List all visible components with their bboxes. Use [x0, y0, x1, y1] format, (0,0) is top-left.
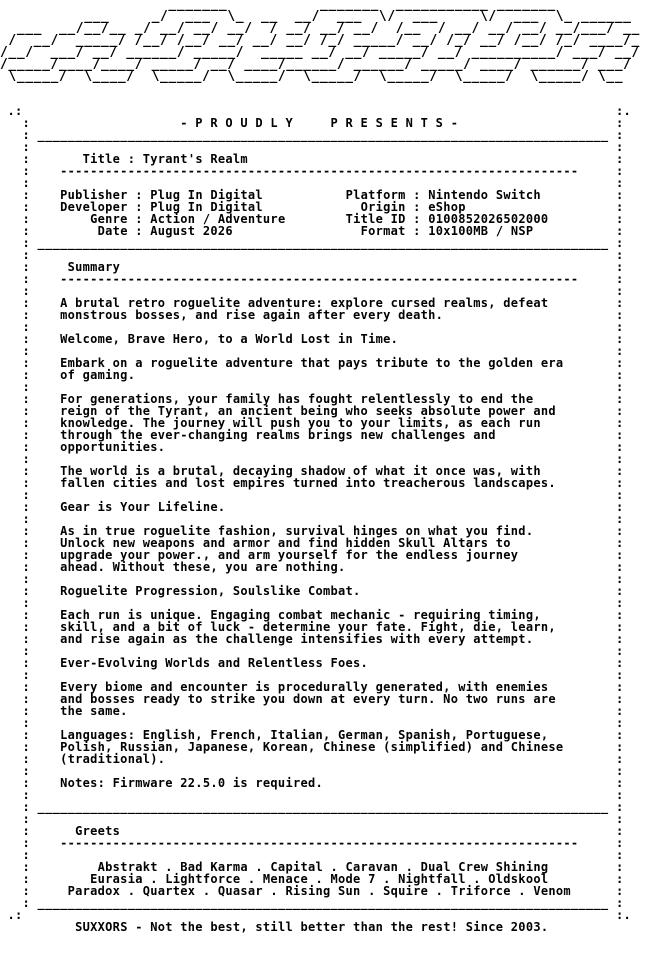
info-value: Nintendo Switch — [428, 188, 541, 202]
info-label: Title ID — [345, 212, 406, 226]
info-row: : Publisher : Plug In Digital Platform : Nintendo Switch : — [0, 188, 624, 202]
summary-text-line: opportunities. — [60, 440, 166, 454]
info-label: Genre — [90, 212, 128, 226]
summary-text-line: upgrade your power., and arm yourself for the endless journey — [60, 548, 519, 562]
info-value: 0100852026502000 — [428, 212, 549, 226]
summary-line: : and rise again as the challenge intensifies with every attempt. : — [0, 632, 624, 646]
summary-text-line: and rise again as the challenge intensifies with every attempt. — [60, 632, 534, 646]
summary-line: : Polish, Russian, Japanese, Korean, Chinese (simplified) and Chinese : — [0, 740, 624, 754]
info-label: Developer — [60, 200, 128, 214]
blank-line: : : — [0, 572, 624, 586]
summary-text-line: the same. — [60, 704, 128, 718]
summary-text-line: (traditional). — [60, 752, 166, 766]
title-value: Tyrant's Realm — [142, 152, 248, 166]
divider: : ____________________________________________________________________________ : — [0, 896, 624, 910]
logo-art-line: / __/ _____/ /__/ /__/ __/ __/ __/ /_/ _____/ __/ /_/ __/ /__/ /_/ ____/_ — [0, 33, 640, 48]
summary-text-line: through the ever-changing realms brings new challenges and — [60, 428, 496, 442]
info-label: Origin — [360, 200, 406, 214]
greets-list-line: Abstrakt . Bad Karma . Capital . Caravan . Dual Crew Shining — [97, 860, 549, 874]
summary-text-line: Welcome, Brave Hero, to a World Lost in Time. — [60, 332, 399, 346]
summary-text-line: Embark on a roguelite adventure that pays tribute to the golden era — [60, 356, 564, 370]
summary-line: : knowledge. The journey will push you to your limits, as each run : — [0, 416, 624, 430]
blank-line: : : — [0, 668, 624, 682]
summary-line: : reign of the Tyrant, an ancient being who seeks absolute power and : — [0, 404, 624, 418]
title-line: : Title : Tyrant's Realm : — [0, 152, 624, 166]
summary-line: : the same. : — [0, 704, 624, 718]
summary-text-line: knowledge. The journey will push you to your limits, as each run — [60, 416, 541, 430]
logo-art-line: ___ _/ ___ \_ __ __/ ___ \/ ___ \/ ___ \_ ______ — [0, 9, 632, 24]
blank-line: : : — [0, 452, 624, 466]
divider: : ____________________________________________________________________________ : — [0, 128, 624, 142]
blank-line: : : — [0, 596, 624, 610]
summary-line: : through the ever-changing realms brings new challenges and : — [0, 428, 624, 442]
footer-tagline: SUXXORS - Not the best, still better than the rest! Since 2003. — [75, 920, 549, 934]
greets-list-line: Eurasia . Lightforce . Menace . Mode 7 . Nightfall . Oldskool — [90, 872, 549, 886]
summary-text-line: Notes: Firmware 22.5.0 is required. — [60, 776, 323, 790]
summary-text-line: of gaming. — [60, 368, 136, 382]
summary-text-line: Polish, Russian, Japanese, Korean, Chinese (simplified) and Chinese — [60, 740, 564, 754]
blank-line: : : — [0, 140, 624, 154]
info-value: Plug In Digital — [150, 188, 263, 202]
info-row: : Date : August 2026 Format : 10x100MB / NSP : — [0, 224, 624, 238]
summary-line: : skill, and a bit of luck - determine your fate. Fight, die, learn, : — [0, 620, 624, 634]
divider: : ____________________________________________________________________________ : — [0, 236, 624, 250]
summary-text-line: As in true roguelite fashion, survival hinges on what you find. — [60, 524, 534, 538]
greets-list-line: Paradox . Quartex . Quasar . Rising Sun . Squire . Triforce . Venom — [67, 884, 571, 898]
blank-line: : : — [0, 380, 624, 394]
summary-line: : Embark on a roguelite adventure that pays tribute to the golden era : — [0, 356, 624, 370]
info-label: Format — [360, 224, 406, 238]
summary-line: : Gear is Your Lifeline. : — [0, 500, 624, 514]
summary-text-line: monstrous bosses, and rise again after every death. — [60, 308, 444, 322]
frame-bottom: .: :. — [0, 908, 631, 922]
summary-line: : fallen cities and lost empires turned into treacherous landscapes. : — [0, 476, 624, 490]
summary-text-line: The world is a brutal, decaying shadow of what it once was, with — [60, 464, 541, 478]
blank-line: : : — [0, 248, 624, 262]
summary-line: : For generations, your family has fought relentlessly to end the : — [0, 392, 624, 406]
blank-line: : : — [0, 512, 624, 526]
info-label: Date — [97, 224, 128, 238]
summary-text-line: reign of the Tyrant, an ancient being who seeks absolute power and — [60, 404, 556, 418]
summary-line: : Welcome, Brave Hero, to a World Lost in Time. : — [0, 332, 624, 346]
summary-text-line: A brutal retro roguelite adventure: explore cursed realms, defeat — [60, 296, 549, 310]
greets-heading-line: : Greets : — [0, 824, 624, 838]
summary-heading-line: : Summary : — [0, 260, 624, 274]
blank-line: : : — [0, 344, 624, 358]
logo-art-line: /_____/____/____/ _____/ __/ ____/______/ ______/ _____/ ____/ ______/ ___/ — [0, 57, 632, 72]
blank-line: : : — [0, 764, 624, 778]
summary-text-line: Each run is unique. Engaging combat mechanic - requiring timing, — [60, 608, 541, 622]
dash-rule: : --------------------------------------------------------------------- : — [0, 164, 624, 178]
blank-line: : : — [0, 320, 624, 334]
summary-text-line: Gear is Your Lifeline. — [60, 500, 226, 514]
summary-line: : As in true roguelite fashion, survival hinges on what you find. : — [0, 524, 624, 538]
divider: : ____________________________________________________________________________ : — [0, 800, 624, 814]
blank-line: : : — [0, 716, 624, 730]
info-value: Plug In Digital — [150, 200, 263, 214]
info-value: Action / Adventure — [150, 212, 286, 226]
blank-line: : : — [0, 848, 624, 862]
frame-top: .: :. — [0, 104, 631, 118]
summary-line: : opportunities. : — [0, 440, 624, 454]
blank-line: : : — [0, 644, 624, 658]
title-label: Title — [82, 152, 121, 166]
logo-art-line: ___ __/__/__ _/ __/ __/ __/ / __/ __/ __/ /__ / __/ __/ __/ __/___/ __ — [0, 21, 640, 36]
summary-line: : and bosses ready to strike you down at every turn. No two runs are : — [0, 692, 624, 706]
logo-art-line: \_____/ \____/ \_____/ \_____/ \_____/ \_____/ \_____/ \_____/ \__ — [0, 69, 624, 84]
summary-text-line: skill, and a bit of luck - determine your fate. Fight, die, learn, — [60, 620, 556, 634]
summary-line: : Ever-Evolving Worlds and Relentless Foes. : — [0, 656, 624, 670]
greets-line: : Abstrakt . Bad Karma . Capital . Caravan . Dual Crew Shining : — [0, 860, 624, 874]
summary-line: : Roguelite Progression, Soulslike Combat. : — [0, 584, 624, 598]
blank-line: : : — [0, 812, 624, 826]
summary-line: : of gaming. : — [0, 368, 624, 382]
info-value: eShop — [428, 200, 466, 214]
summary-line: : (traditional). : — [0, 752, 624, 766]
info-label: Platform — [345, 188, 406, 202]
blank-line: : : — [0, 788, 624, 802]
summary-line: : monstrous bosses, and rise again after every death. : — [0, 308, 624, 322]
dash-rule: : --------------------------------------------------------------------- : — [0, 272, 624, 286]
greets-line: : Eurasia . Lightforce . Menace . Mode 7 . Nightfall . Oldskool : — [0, 872, 624, 886]
info-label: Publisher — [60, 188, 128, 202]
proudly-presents: - P R O U D L Y P R E S E N T S - — [180, 116, 459, 130]
summary-heading: Summary — [67, 260, 121, 274]
summary-line: : Unlock new weapons and armor and find hidden Skull Altars to : — [0, 536, 624, 550]
info-row: : Developer : Plug In Digital Origin : eShop : — [0, 200, 624, 214]
summary-text-line: For generations, your family has fought relentlessly to end the — [60, 392, 534, 406]
nfo-document-frame — [0, 105, 648, 972]
footer-line — [0, 921, 648, 933]
dash-rule: : --------------------------------------------------------------------- : — [0, 836, 624, 850]
summary-line: : Every biome and encounter is procedurally generated, with enemies : — [0, 680, 624, 694]
info-value: 10x100MB / NSP — [428, 224, 534, 238]
group-logo-ascii-art — [0, 0, 648, 110]
presents-line: : - P R O U D L Y P R E S E N T S - : — [0, 116, 624, 130]
summary-text-line: fallen cities and lost empires turned into treacherous landscapes. — [60, 476, 556, 490]
summary-line: : ahead. Without these, you are nothing. : — [0, 560, 624, 574]
summary-text-line: ahead. Without these, you are nothing. — [60, 560, 346, 574]
logo-art-line: _______ _______ ___________ _______ — [0, 0, 556, 12]
info-value: August 2026 — [150, 224, 233, 238]
info-row: : Genre : Action / Adventure Title ID : 0100852026502000 : — [0, 212, 624, 226]
blank-line: : : — [0, 488, 624, 502]
greets-heading: Greets — [75, 824, 121, 838]
summary-text-line: Every biome and encounter is procedurally generated, with enemies — [60, 680, 549, 694]
summary-line: : The world is a brutal, decaying shadow of what it once was, with : — [0, 464, 624, 478]
summary-line: : upgrade your power., and arm yourself for the endless journey : — [0, 548, 624, 562]
summary-line: : A brutal retro roguelite adventure: explore cursed realms, defeat : — [0, 296, 624, 310]
summary-text-line: Languages: English, French, Italian, German, Spanish, Portuguese, — [60, 728, 549, 742]
greets-line: : Paradox . Quartex . Quasar . Rising Sun . Squire . Triforce . Venom : — [0, 884, 624, 898]
summary-line: : Notes: Firmware 22.5.0 is required. : — [0, 776, 624, 790]
summary-text-line: Unlock new weapons and armor and find hidden Skull Altars to — [60, 536, 511, 550]
summary-text-line: and bosses ready to strike you down at every turn. No two runs are — [60, 692, 556, 706]
summary-text-line: Ever-Evolving Worlds and Relentless Foes. — [60, 656, 369, 670]
blank-line: : : — [0, 284, 624, 298]
summary-line: : Languages: English, French, Italian, German, Spanish, Portuguese, : — [0, 728, 624, 742]
summary-text-line: Roguelite Progression, Soulslike Combat. — [60, 584, 361, 598]
blank-line: : : — [0, 176, 624, 190]
summary-line: : Each run is unique. Engaging combat mechanic - requiring timing, : — [0, 608, 624, 622]
logo-art-line: /__/ ___/ __/ ______/ _____/ _____ __/ __/ _____/ __/ __________/ ___/ __/ — [0, 45, 640, 60]
